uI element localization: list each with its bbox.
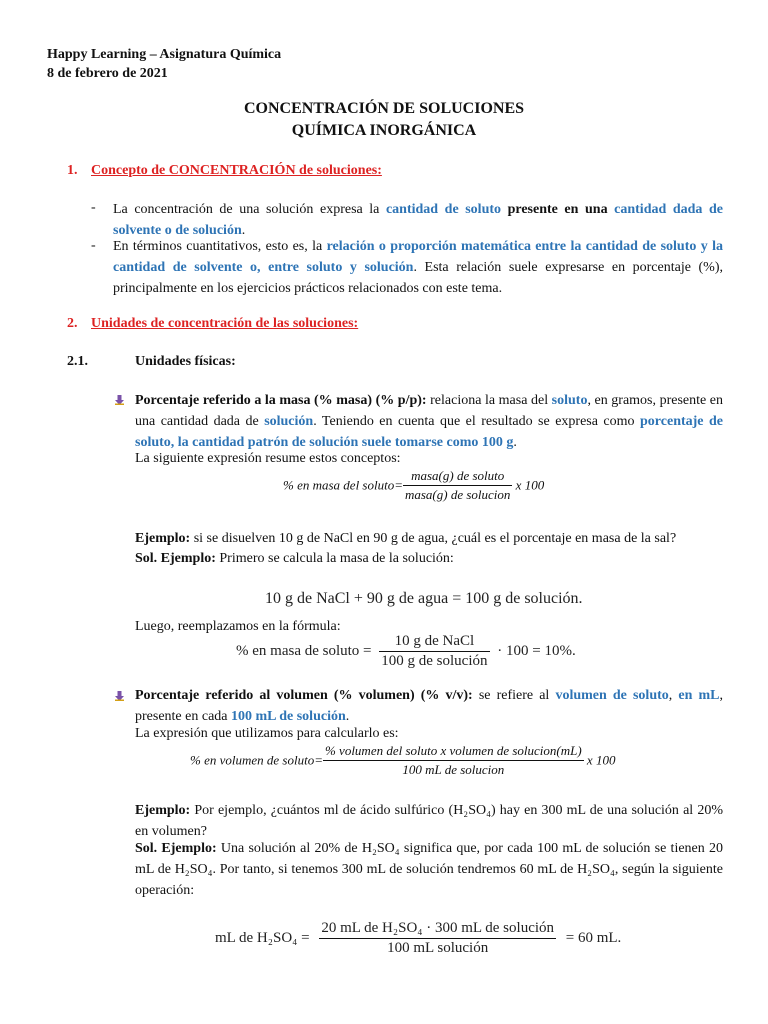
masa-solution: Sol. Ejemplo: Primero se calcula la masa de la solución: bbox=[135, 551, 454, 566]
masa-resume-text: La siguiente expresión resume estos conceptos: bbox=[135, 451, 401, 466]
subsection-heading: Unidades físicas: bbox=[135, 354, 236, 369]
volumen-solution: Sol. Ejemplo: Una solución al 20% de H₂SO₄ significa que, por cada 100 mL de solución se tienen 20 mL de H₂SO₄. Por tanto, si tenemos 300 mL de solución tendremos 60 mL de H₂SO₄, según la siguiente operación: bbox=[135, 841, 724, 898]
arrow-bullet-icon bbox=[115, 395, 124, 405]
concept-paragraph-1: La concentración de una solución expresa la cantidad de soluto presente en una cantidad dada de solvente o de solución. bbox=[113, 202, 723, 238]
concept-paragraph-2: En términos cuantitativos, esto es, la relación o proporción matemática entre la cantidad de soluto y la cantidad de solvente o, entre soluto y solución. Esta relación suele expresarse en porcentaje (%), principalmente en los ejercicios prácticos relacionados con este tema. bbox=[113, 239, 723, 296]
arrow-bullet-icon bbox=[115, 691, 124, 701]
masa-calc-1: 10 g de NaCl + 90 g de agua = 100 g de solución. bbox=[265, 590, 583, 607]
course-header: Happy Learning – Asignatura Química bbox=[47, 47, 282, 62]
calc2-denominator: 100 g de solución bbox=[381, 653, 488, 669]
calc-lhs: mL de H₂SO₄ = bbox=[215, 930, 310, 946]
calc-numerator: 20 mL de H₂SO₄ · 300 mL de solución bbox=[319, 920, 556, 939]
calc2-numerator: 10 g de NaCl bbox=[379, 633, 489, 652]
bullet-dash: - bbox=[91, 238, 96, 253]
subsection-number: 2.1. bbox=[67, 354, 88, 369]
volumen-formula bbox=[190, 743, 615, 778]
formula-numerator: % volumen del soluto x volumen de solucion(mL) bbox=[323, 743, 584, 761]
calc-denominator: 100 mL solución bbox=[387, 940, 489, 956]
section1-number: 1. bbox=[67, 163, 78, 178]
masa-luego-text: Luego, reemplazamos en la fórmula: bbox=[135, 619, 341, 634]
formula-denominator: 100 mL de solucion bbox=[402, 762, 505, 777]
calc-rhs: = 60 mL. bbox=[565, 930, 622, 946]
section1-heading: Concepto de CONCENTRACIÓN de soluciones: bbox=[91, 163, 382, 178]
document-title: CONCENTRACIÓN DE SOLUCIONES bbox=[243, 100, 525, 117]
date-header: 8 de febrero de 2021 bbox=[47, 66, 168, 81]
bullet-dash: - bbox=[91, 200, 96, 215]
masa-calc-2 bbox=[236, 633, 576, 670]
section2-heading: Unidades de concentración de las soluciones: bbox=[91, 316, 359, 331]
calc2-rhs: · 100 = 10%. bbox=[497, 643, 576, 659]
section2-number: 2. bbox=[67, 316, 78, 331]
document-subtitle: QUÍMICA INORGÁNICA bbox=[291, 122, 477, 139]
formula-lhs: % en masa del soluto= bbox=[283, 477, 403, 493]
formula-lhs: % en volumen de soluto= bbox=[190, 752, 323, 768]
formula-multiplier: x 100 bbox=[586, 752, 616, 768]
volumen-calc bbox=[215, 920, 621, 957]
formula-denominator: masa(g) de solucion bbox=[404, 487, 511, 502]
formula-numerator: masa(g) de soluto bbox=[403, 468, 512, 486]
masa-formula bbox=[283, 468, 544, 503]
masa-example: Ejemplo: si se disuelven 10 g de NaCl en 90 g de agua, ¿cuál es el porcentaje en masa de la sal? bbox=[135, 531, 677, 546]
volumen-example: Ejemplo: Por ejemplo, ¿cuántos ml de ácido sulfúrico (H₂SO₄) hay en 300 mL de una solución al 20% en volumen? bbox=[135, 803, 723, 839]
formula-multiplier: x 100 bbox=[515, 477, 545, 493]
calc2-lhs: % en masa de soluto = bbox=[236, 643, 372, 659]
masa-paragraph: Porcentaje referido a la masa (% masa) (% p/p): relaciona la masa del soluto, en gramos, presente en una cantidad dada de solución. Teniendo en cuenta que el resultado se expresa como porcentaje de soluto, la cantidad patrón de solución suele tomarse como 100 g. bbox=[135, 393, 723, 450]
volumen-paragraph: Porcentaje referido al volumen (% volumen) (% v/v): se refiere al volumen de soluto, en mL, presente en cada 100 mL de solución. bbox=[135, 688, 723, 724]
volumen-expresion-text: La expresión que utilizamos para calcularlo es: bbox=[135, 726, 399, 741]
